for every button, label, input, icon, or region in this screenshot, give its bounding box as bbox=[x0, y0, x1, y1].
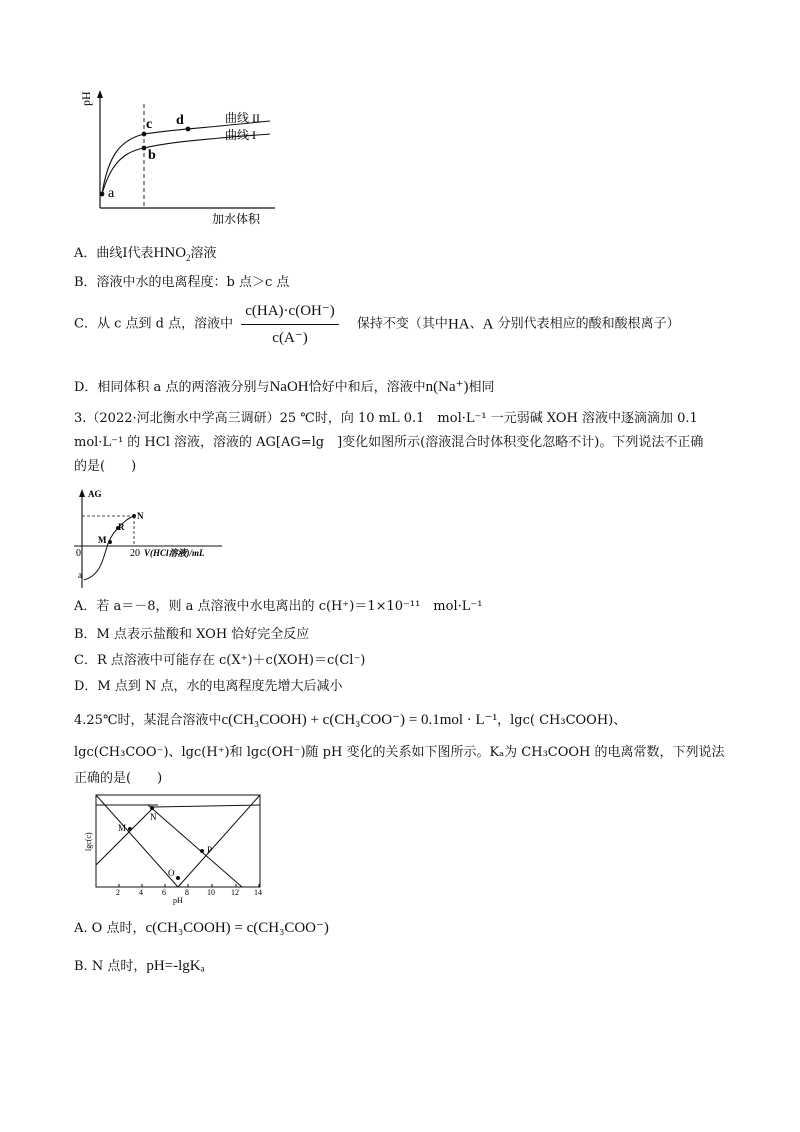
q3-stem-3: 的是( ) bbox=[74, 459, 137, 474]
point-P bbox=[200, 849, 204, 853]
figure-lgc bbox=[78, 793, 278, 907]
xlabel: 加水体积 bbox=[212, 212, 261, 226]
label-M: M bbox=[118, 823, 127, 833]
q3-option-a: A．若 a＝－8，则 a 点溶液中水电离出的 c(H⁺)＝1×10⁻¹¹ mol·L⁻¹ bbox=[74, 599, 483, 614]
q2-option-a: A．曲线Ⅰ代表$HNO_2$溶液 bbox=[74, 245, 217, 263]
x-tick-20: 20 bbox=[130, 548, 140, 559]
point-M bbox=[108, 540, 112, 544]
q4-stem-2: lgc(CH₃COO⁻)、lgc(H⁺)和 lgc(OH⁻)随 pH 变化的关系如下图所示。Kₐ为 CH₃COOH 的电离常数，下列说法 bbox=[74, 745, 725, 760]
svg-text:14: 14 bbox=[254, 888, 262, 897]
label-P: P bbox=[207, 845, 213, 855]
point-a bbox=[100, 192, 105, 197]
point-N bbox=[132, 514, 136, 518]
label-b: b bbox=[148, 148, 156, 163]
point-b bbox=[142, 146, 147, 151]
svg-text:8: 8 bbox=[185, 888, 189, 897]
q3-option-c: C．R 点溶液中可能存在 c(X⁺)＋c(XOH)＝c(Cl⁻) bbox=[74, 653, 366, 668]
label-O: O bbox=[168, 868, 175, 878]
svg-text:10: 10 bbox=[207, 888, 215, 897]
q4-option-b: B. N 点时，pH=-lgKₐ bbox=[74, 958, 205, 974]
ylabel: lgc(c) bbox=[84, 832, 93, 851]
ylabel: pH bbox=[79, 91, 93, 106]
q4-stem-1: 4.25℃时，某混合溶液中c(CH₃COOH) + c(CH₃COO⁻) = 0.1mol · L⁻¹，lgc( CH₃COOH)、 bbox=[74, 712, 627, 728]
label-a: a bbox=[108, 186, 115, 201]
curve2-label: 曲线 II bbox=[225, 111, 260, 125]
figure-ag bbox=[72, 484, 262, 590]
line-lgc-CH3COOH-decline bbox=[148, 805, 242, 887]
point-c bbox=[142, 132, 147, 137]
line-lgc-CH3COO- bbox=[96, 805, 260, 865]
ag-curve bbox=[84, 516, 134, 580]
xlabel: V(HCl溶液)/mL bbox=[144, 548, 205, 558]
figure-ph-dilution bbox=[70, 86, 290, 226]
q2-option-c: C．从 c 点到 d 点，溶液中 $\frac{c(HA)\cdot c(OH^-)}{c(A^-)}$ 保持不变（其中HA、A 分别代表相应的酸和酸根离子） bbox=[74, 300, 680, 349]
svg-text:2: 2 bbox=[116, 888, 120, 897]
q2-option-b: B．溶液中水的电离程度：b 点＞c 点 bbox=[74, 275, 290, 290]
N-label: N bbox=[137, 511, 144, 521]
line-lgc-OH bbox=[178, 795, 260, 887]
q4-stem-3: 正确的是( ) bbox=[74, 771, 163, 786]
fraction: $\frac{c(HA)\cdot c(OH^-)}{c(A^-)}$ bbox=[241, 300, 339, 349]
curve-1 bbox=[102, 134, 270, 194]
R-label: R bbox=[118, 522, 125, 532]
svg-text:4: 4 bbox=[139, 888, 143, 897]
q4-option-a: A. O 点时，c(CH₃COOH) = c(CH₃COO⁻) bbox=[74, 920, 329, 936]
label-c: c bbox=[146, 117, 153, 132]
curve1-label: 曲线 I bbox=[225, 128, 256, 142]
xlabel: pH bbox=[173, 896, 183, 905]
q3-option-d: D．M 点到 N 点，水的电离程度先增大后减小 bbox=[74, 679, 343, 694]
point-d bbox=[186, 127, 191, 132]
label-d: d bbox=[176, 113, 184, 128]
ylabel: AG bbox=[88, 489, 102, 499]
point-N bbox=[150, 806, 154, 810]
q3-stem-2: mol·L⁻¹ 的 HCl 溶液，溶液的 AG[AG=lg ]变化如图所示(溶液混合时体积变化忽略不计)。下列说法不正确 bbox=[74, 435, 704, 450]
q2-option-d: D．相同体积 a 点的两溶液分别与NaOH恰好中和后，溶液中n(Na⁺)相同 bbox=[74, 379, 495, 395]
M-label: M bbox=[98, 535, 107, 545]
q3-stem-1: 3.（2022·河北衡水中学高三调研）25 ℃时，向 10 mL 0.1 mol·L⁻¹ 一元弱碱 XOH 溶液中逐滴滴加 0.1 bbox=[74, 411, 698, 426]
point-O bbox=[176, 876, 180, 880]
origin: 0 bbox=[76, 548, 81, 559]
q3-option-b: B．M 点表示盐酸和 XOH 恰好完全反应 bbox=[74, 627, 310, 642]
label-N: N bbox=[150, 812, 157, 822]
line-lgc-H bbox=[96, 795, 178, 887]
svg-text:6: 6 bbox=[162, 888, 166, 897]
a-label: a bbox=[78, 570, 82, 580]
svg-text:12: 12 bbox=[231, 888, 239, 897]
point-M bbox=[128, 827, 132, 831]
